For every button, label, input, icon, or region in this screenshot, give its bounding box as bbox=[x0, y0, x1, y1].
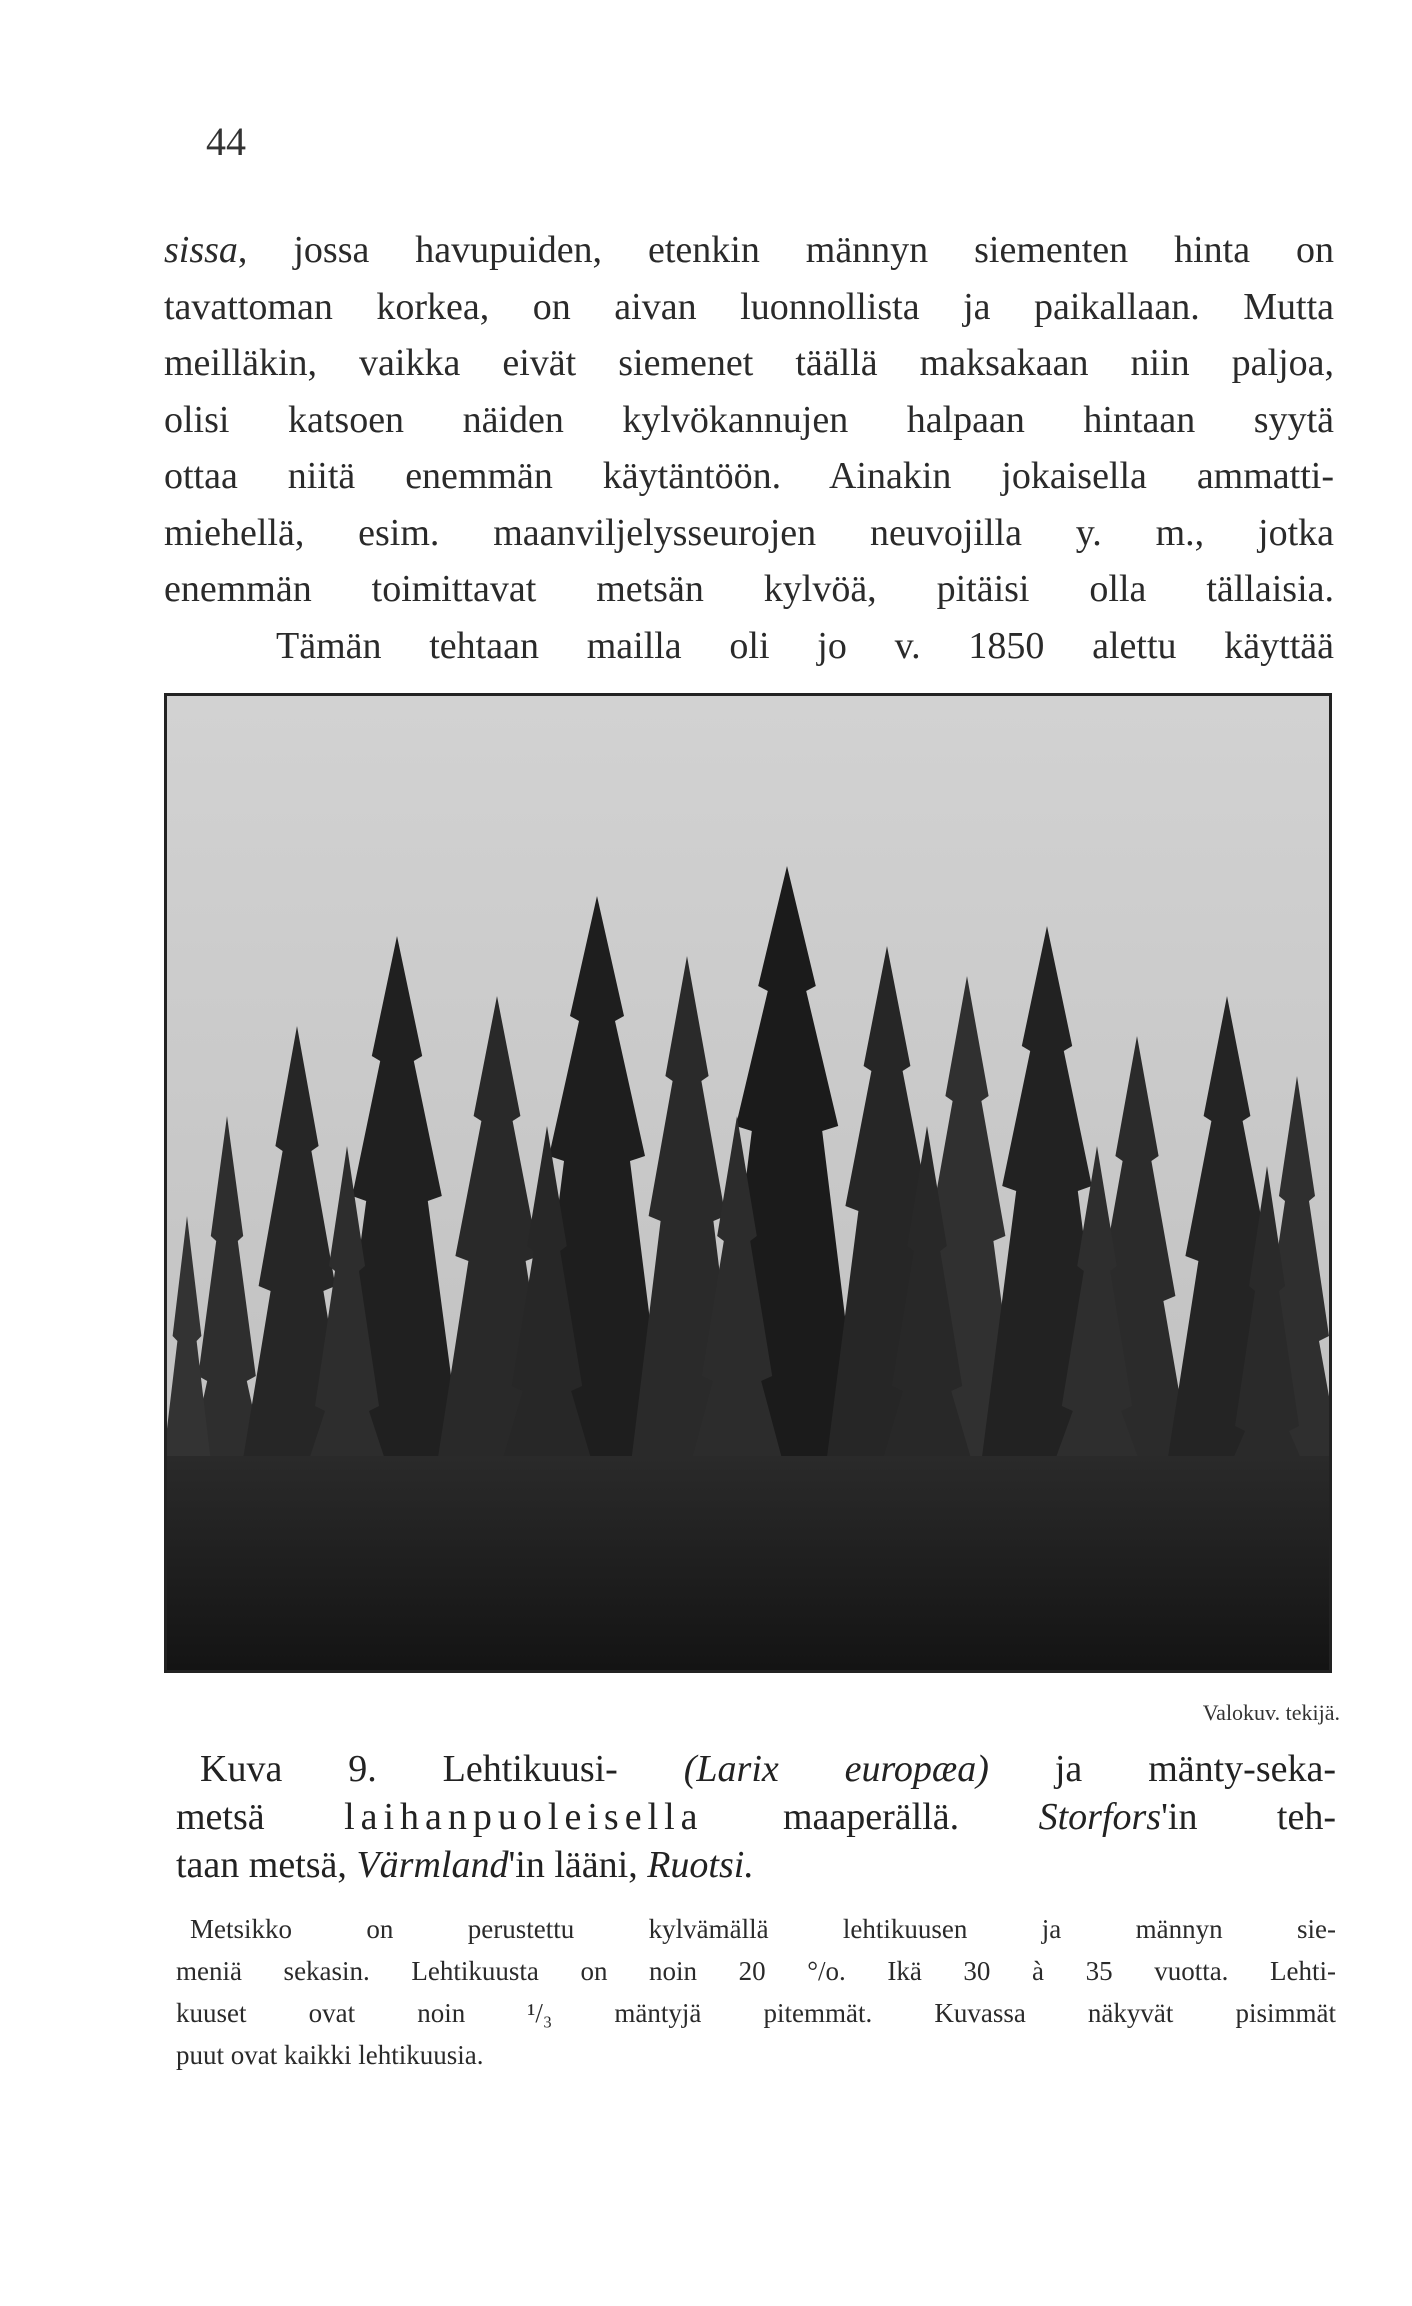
caption-latin-name: (Larix europæa) bbox=[683, 1748, 989, 1790]
body-line-italic: sissa bbox=[164, 229, 238, 271]
page-number: 44 bbox=[206, 119, 246, 164]
caption-line bbox=[176, 1841, 1336, 1889]
caption-line bbox=[176, 1745, 1336, 1793]
body-line: olisi katsoen näiden kylvökannujen halpaan hintaan syytä bbox=[164, 398, 1334, 441]
caption-place-name: Värmland bbox=[356, 1844, 509, 1886]
body-line: Tämän tehtaan mailla oli jo v. 1850 alettu käyttää bbox=[276, 624, 1334, 667]
note-line: Metsikko on perustettu kylvämällä lehtikuusen ja männyn sie- bbox=[190, 1914, 1336, 1944]
body-line: tavattoman korkea, on aivan luonnollista ja paikallaan. Mutta bbox=[164, 285, 1334, 328]
body-line: enemmän toimittavat metsän kylvöä, pitäisi olla tällaisia. bbox=[164, 568, 1334, 610]
caption-text: metsä bbox=[176, 1796, 265, 1838]
body-text bbox=[164, 222, 1334, 674]
undergrowth bbox=[167, 1456, 1329, 1670]
body-line bbox=[164, 222, 1334, 279]
note-line: kuuset ovat noin ¹/₃ mäntyjä pitemmät. Kuvassa näkyvät pisimmät bbox=[176, 1998, 1336, 2028]
forest-illustration bbox=[167, 696, 1329, 1670]
caption-line bbox=[176, 1793, 1336, 1841]
forest-photograph bbox=[164, 693, 1332, 1673]
caption-place-name: Storfors bbox=[1038, 1796, 1162, 1838]
figure-caption bbox=[176, 1745, 1336, 1889]
caption-text: maaperällä. bbox=[782, 1796, 960, 1838]
caption-text: 'in teh- bbox=[1161, 1796, 1336, 1838]
body-line: meilläkin, vaikka eivät siemenet täällä maksakaan niin paljoa, bbox=[164, 342, 1334, 384]
photo-credit: Valokuv. tekijä. bbox=[1202, 1700, 1340, 1725]
caption-spaced-text: laihanpuoleisella bbox=[344, 1796, 704, 1838]
body-line: miehellä, esim. maanviljelysseurojen neuvojilla y. m., jotka bbox=[164, 511, 1334, 554]
caption-text: ja mänty-seka- bbox=[1054, 1748, 1337, 1790]
caption-text: 'in lääni, bbox=[508, 1844, 638, 1886]
note-line: puut ovat kaikki lehtikuusia. bbox=[176, 2040, 484, 2070]
caption-text: taan metsä, bbox=[176, 1844, 347, 1886]
caption-figure-label: Kuva 9. Lehtikuusi- bbox=[200, 1748, 618, 1790]
caption-country-name: Ruotsi. bbox=[647, 1844, 754, 1886]
body-line: ottaa niitä enemmän käytäntöön. Ainakin jokaisella ammatti- bbox=[164, 455, 1334, 497]
note-line: meniä sekasin. Lehtikuusta on noin 20 °/o. Ikä 30 à 35 vuotta. Lehti- bbox=[176, 1956, 1336, 1986]
figure-note bbox=[176, 1908, 1336, 2076]
body-line-text: , jossa havupuiden, etenkin männyn siementen hinta on bbox=[237, 229, 1334, 271]
